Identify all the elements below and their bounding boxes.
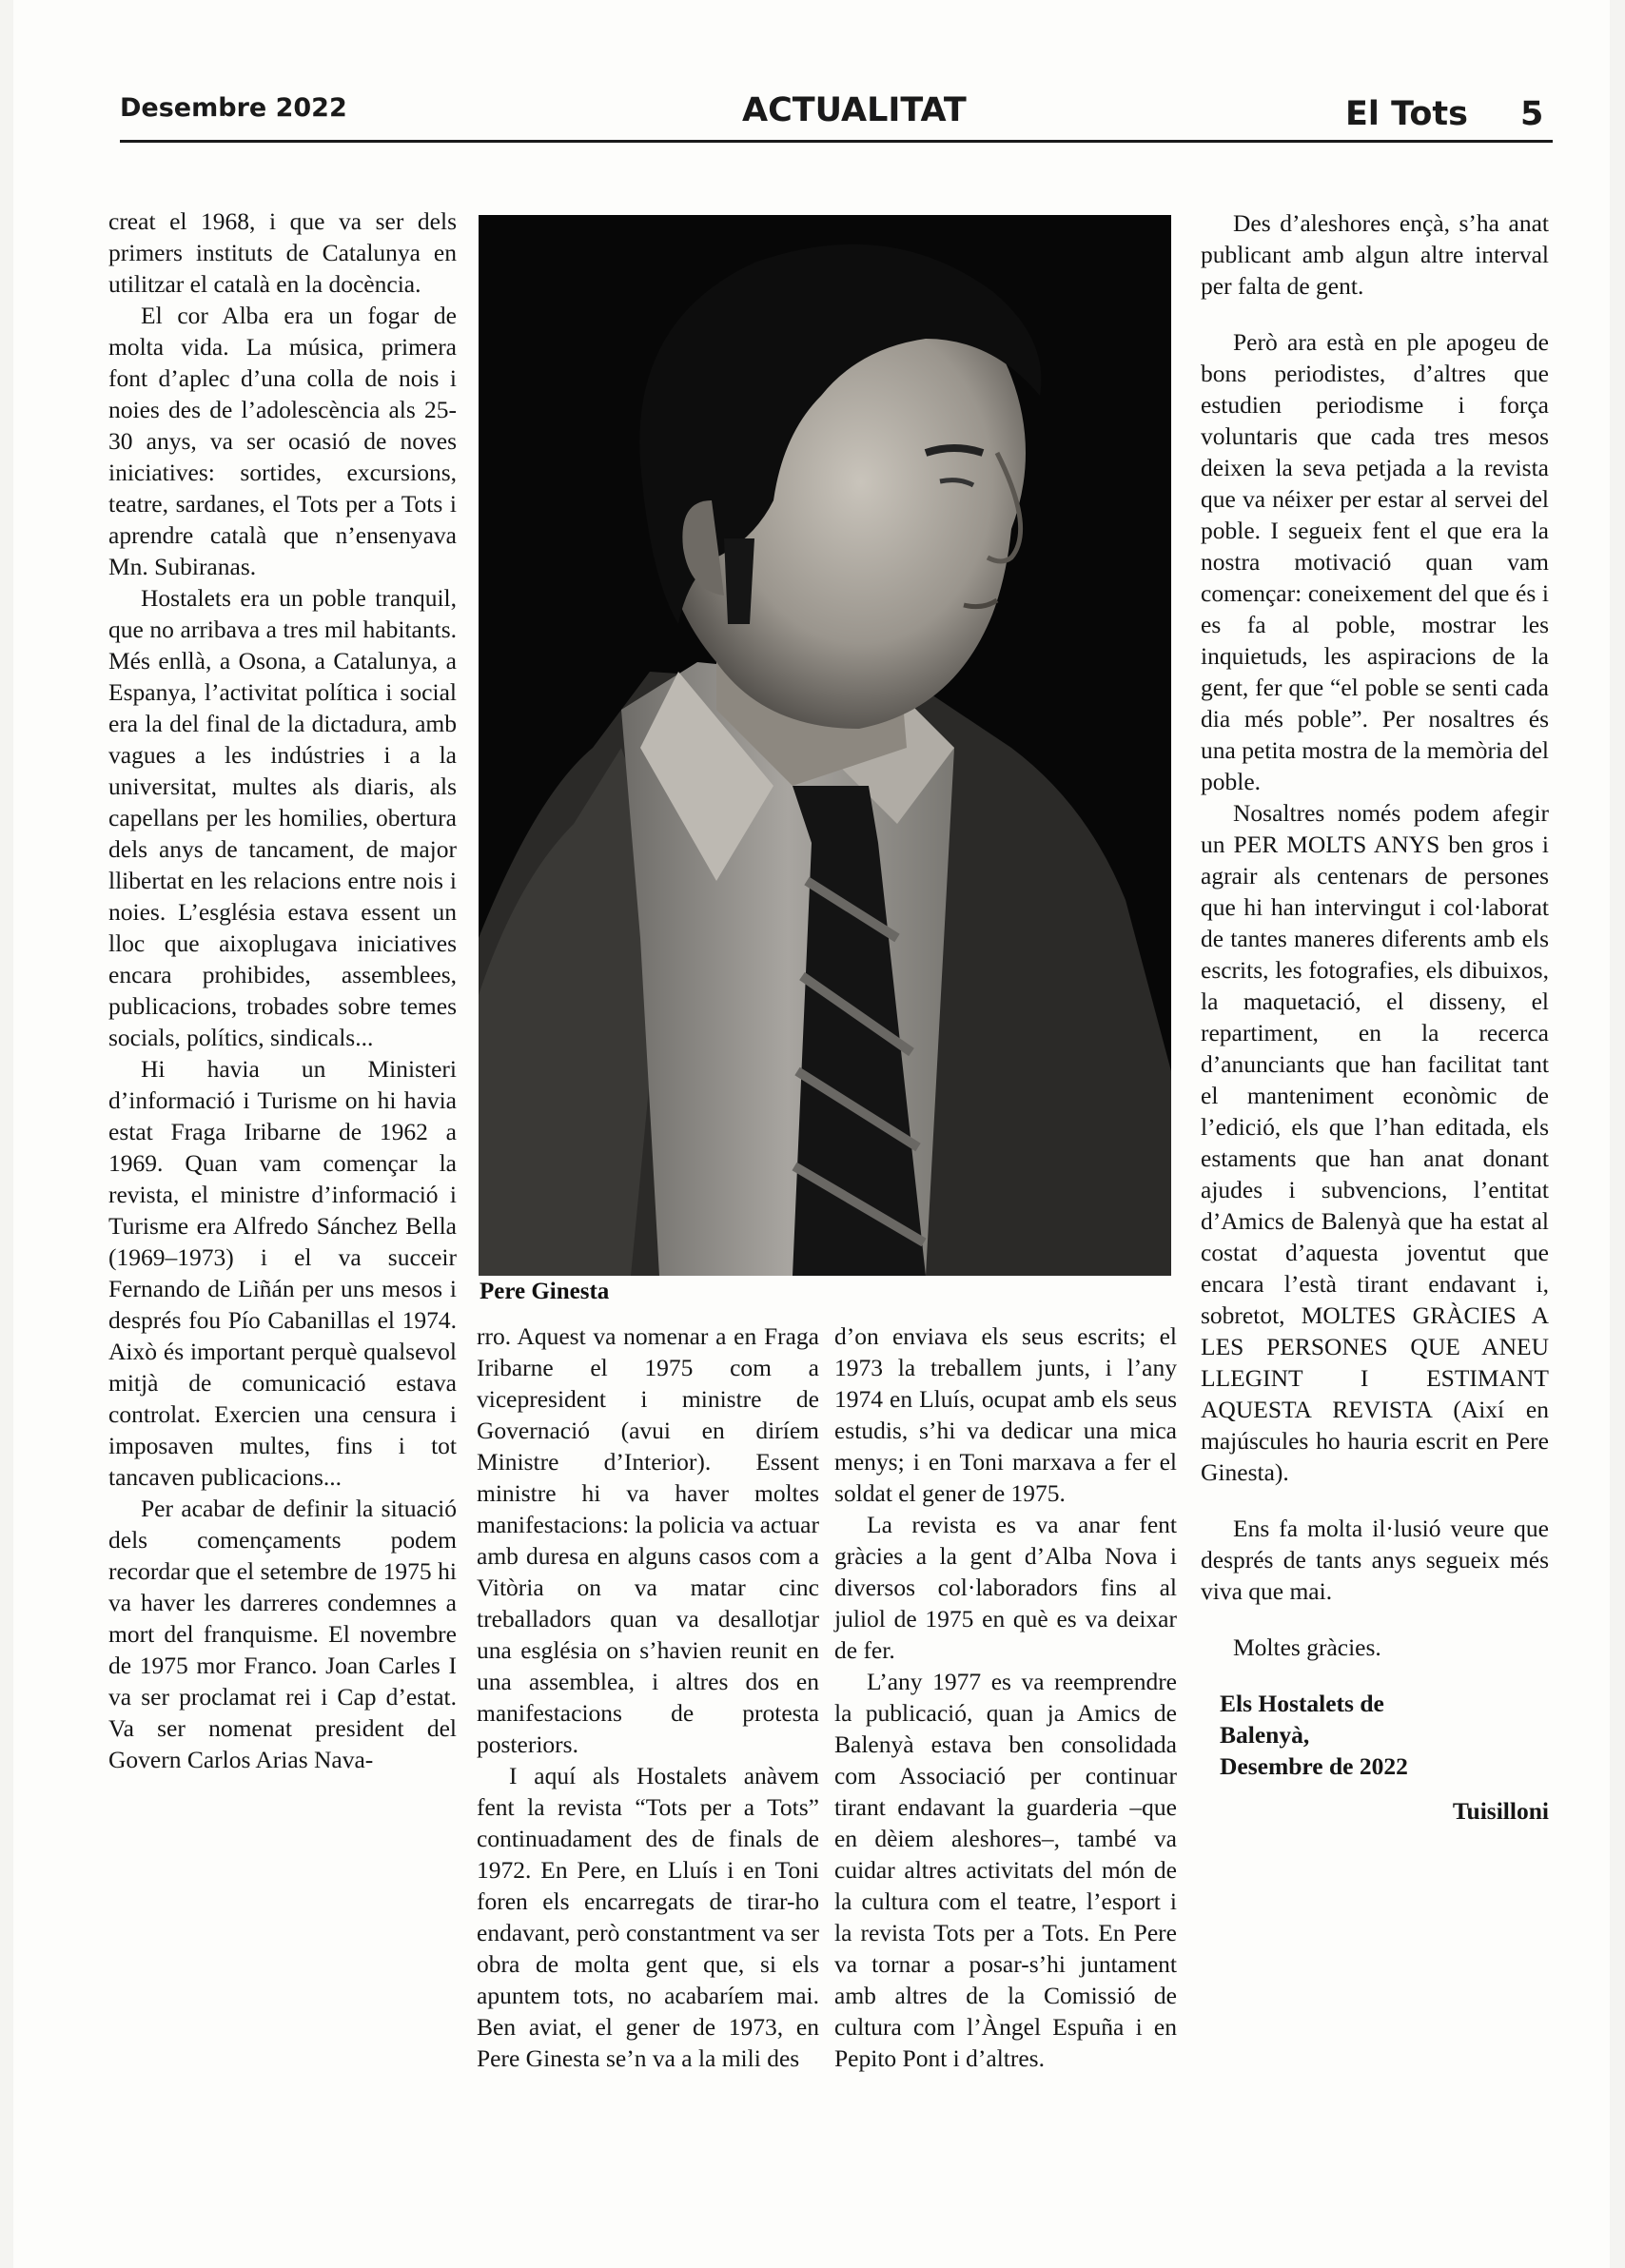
magazine-page (13, 0, 1610, 2268)
paragraph: Ens fa molta il·lusió veure que després de tants anys segueix més viva que mai. (1201, 1515, 1549, 1605)
paragraph: Des d’aleshores ençà, s’ha anat publicant amb algun altre interval per falta de gent. (1201, 209, 1549, 300)
article-column-4 (1201, 207, 1549, 1827)
paragraph: El cor Alba era un fogar de molta vida. La música, primera font d’aplec d’una colla de nois i noies des de l’adolescència als 25-30 anys, va ser ocasió de noves iniciatives: sortides, excursions, teatre, sardanes, el Tots per a Tots i aprendre català que n’ensenyava Mn. Subiranas. (108, 302, 457, 580)
paragraph: Moltes gràcies. (1233, 1633, 1381, 1661)
paragraph: Però ara està en ple apogeu de bons periodistes, d’altres que estudien periodisme i força voluntaris que cada tres mesos deixen la seva petjada a la revista que va néixer per estar al servei del poble. I segueix fent el que era la nostra motivació quan vam començar: coneixement del que és i es fa al poble, mostrar les inquietuds, les aspiracions de la gent, fer que “el poble se senti cada dia més poble”. Per nosaltres és una petita mostra de la memòria del poble. (1201, 328, 1549, 795)
paragraph: Hi havia un Ministeri d’informació i Turisme on hi havia estat Fraga Iribarne de 1962 a 1969. Quan vam començar la revista, el ministre d’informació i Turisme era Alfredo Sánchez Bella (1969–1973) i el va succeir Fernando de Liñán per uns mesos i després fou Pío Cabanillas el 1974. Això és important perquè qualsevol mitjà de comunicació estava controlat. Exercien una censura i imposaven multes, fins i tot tancaven publicacions... (108, 1055, 457, 1491)
header-publication-name: El Tots (1345, 95, 1468, 133)
header-rule (120, 140, 1553, 143)
paragraph: Nosaltres només podem afegir un PER MOLTS ANYS ben gros i agrair als centenars de persones que hi han intervingut i col·laborat de tantes maneres diferents amb els escrits, les fotografies, els dibuixos, la maquetació, el disseny, el repartiment, en la recerca d’anunciants que han facilitat tant el manteniment econòmic de l’edició, els que l’han editada, els estaments que han anat donant ajudes i subvencions, l’entitat d’Amics de Balenyà que ha estat al costat d’aquesta joventut que encara l’està tirant endavant i, sobretot, MOLTES GRÀCIES A LES PERSONES QUE ANEU LLEGINT I ESTIMANT AQUESTA REVISTA (Així en majúscules ho hauria escrit en Pere Ginesta). (1201, 799, 1549, 1486)
paragraph: La revista es va anar fent gràcies a la gent d’Alba Nova i diversos col·laboradors fins al juliol de 1975 en què es va deixar de fer. (834, 1511, 1177, 1664)
article-column-3 (834, 1320, 1177, 2074)
author-name: Tuisilloni (1452, 1797, 1549, 1825)
signature-line: Els Hostalets de (1220, 1690, 1384, 1717)
header-date: Desembre 2022 (120, 93, 347, 123)
portrait-illustration (479, 215, 1171, 1276)
paragraph: Per acabar de definir la situació dels començaments podem recordar que el setembre de 1975 hi va haver les darreres condemnes a mort del franquisme. El novembre de 1975 mor Franco. Joan Carles I va ser proclamat rei i Cap d’estat. Va ser nomenat president del Govern Carlos Arias Nava- (108, 1495, 457, 1773)
signature-date: Desembre de 2022 (1220, 1752, 1408, 1780)
paragraph: d’on enviava els seus escrits; el 1973 la treballem junts, i l’any 1974 en Lluís, ocupat amb els seus estudis, s’hi va dedicar una mica menys; i en Toni marxava a fer el soldat el gener de 1975. (834, 1322, 1177, 1507)
paragraph: L’any 1977 es va reemprendre la publicació, quan ja Amics de Balenyà estava ben consolidada com Associació per continuar tirant endavant la guarderia –que en dèiem aleshores–, també va cuidar altres activitats del món de la cultura com el teatre, l’esport i la revista Tots per a Tots. En Pere va tornar a posar-s’hi juntament amb altres de la Comissió de cultura com l’Àngel Espuña i en Pepito Pont i d’altres. (834, 1668, 1177, 2072)
header-section-title: ACTUALITAT (742, 91, 967, 129)
article-column-1 (108, 205, 457, 1775)
portrait-photo (479, 215, 1171, 1276)
paragraph: Hostalets era un poble tranquil, que no arribava a tres mil habitants. Més enllà, a Osona, a Catalunya, a Espanya, l’activitat política i social era la del final de la dictadura, amb vagues a les indústries i a la universitat, multes als diaris, als capellans per les homilies, obertura dels anys de tancament, de major llibertat en les relacions entre nois i noies. L’església estava essent un lloc que aixoplugava iniciatives encara prohibides, assemblees, publicacions, trobades sobre temes socials, polítics, sindicals... (108, 584, 457, 1051)
header-page-number: 5 (1520, 95, 1544, 133)
article-column-2 (477, 1320, 819, 2074)
paragraph: I aquí als Hostalets anàvem fent la revista “Tots per a Tots” continuadament des de finals de 1972. En Pere, en Lluís i en Toni foren els encarregats de tirar-ho endavant, però constantment va ser obra de molta gent que, si els apuntem tots, no acabaríem mai. Ben aviat, el gener de 1973, en Pere Ginesta se’n va a la mili des (477, 1762, 819, 2072)
paragraph: creat el 1968, i que va ser dels primers instituts de Catalunya en utilitzar el català en la docència. (108, 207, 457, 298)
signature-line: Balenyà, (1220, 1721, 1310, 1749)
photo-caption: Pere Ginesta (480, 1279, 610, 1304)
paragraph: rro. Aquest va nomenar a en Fraga Iribarne el 1975 com a vicepresident i ministre de Governació (avui en diríem Ministre d’Interior). Essent ministre hi va haver moltes manifestacions: la policia va actuar amb duresa en alguns casos com a Vitòria on va matar cinc treballadors quan va desallotjar una església on s’havien reunit en una assemblea, i altres dos en manifestacions de protesta posteriors. (477, 1322, 819, 1758)
